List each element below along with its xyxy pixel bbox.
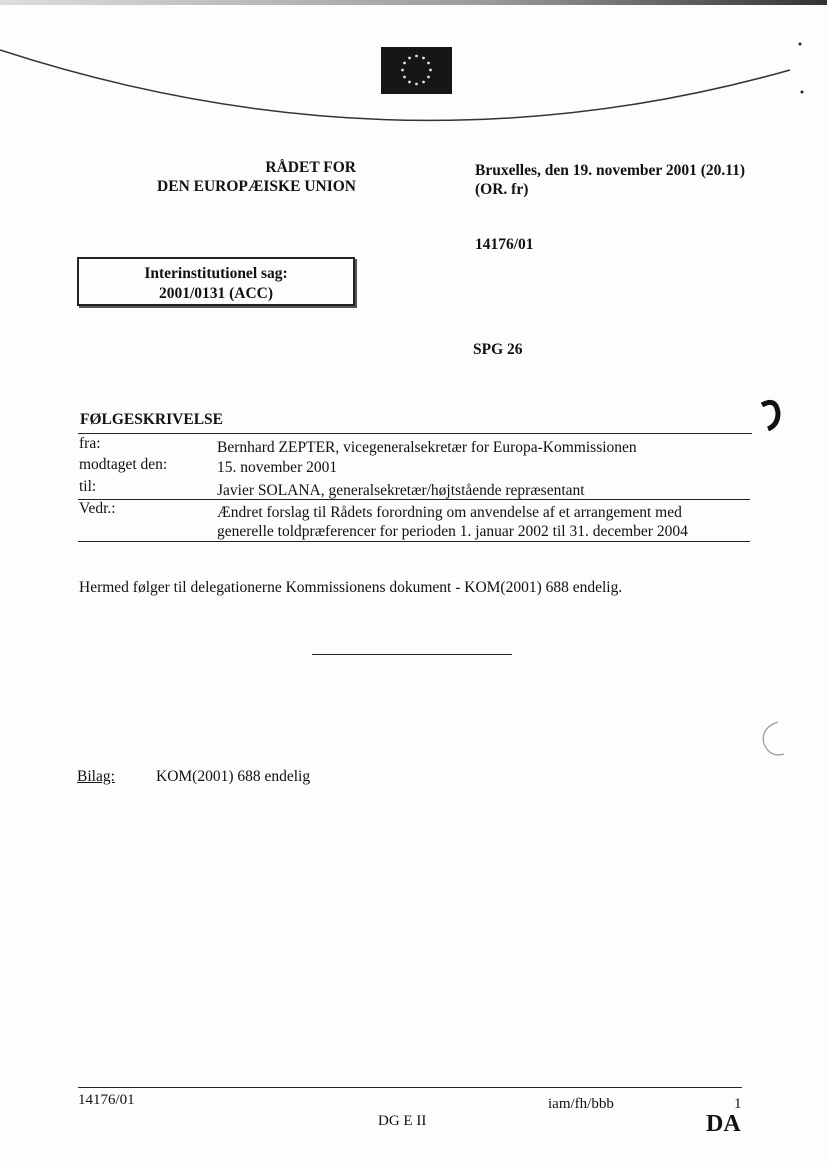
document-number: 14176/01 [475,236,534,253]
attachment-label: Bilag: [77,768,115,785]
date-line: Bruxelles, den 19. november 2001 (20.11) [475,162,746,179]
divider [78,433,752,434]
to-label: til: [79,478,97,495]
interinstitutional-label: Interinstitutionel sag: [144,265,288,282]
from-value: Bernhard ZEPTER, vicegeneralsekretær for Europa-Kommissionen [217,439,637,456]
divider [78,499,750,500]
footer-initials: iam/fh/bbb [548,1096,614,1112]
body-paragraph: Hermed følger til delegationerne Kommissionens dokument - KOM(2001) 688 endelig. [79,579,623,596]
subject-line-2: generelle toldpræferencer for perioden 1. januar 2002 til 31. december 2004 [217,523,688,540]
date-place [475,161,745,199]
footer-page-number: 1 [734,1096,742,1112]
footer-directorate: DG E II [378,1113,427,1129]
to-value: Javier SOLANA, generalsekretær/højtstående repræsentant [217,482,585,499]
interinstitutional-file-box [77,257,355,306]
interinstitutional-number: 2001/0131 (ACC) [158,285,274,302]
received-label: modtaget den: [79,456,168,473]
footer-rule [78,1087,742,1088]
subject-line-1: Ændret forslag til Rådets forordning om anvendelse af et arrangement med [217,504,682,521]
scan-top-edge [0,0,827,5]
cover-note-title: FØLGESKRIVELSE [80,411,223,428]
council-line-2: DEN EUROPÆISKE UNION [157,178,356,195]
punch-hole-mark [758,718,790,766]
from-label: fra: [79,435,101,452]
punch-hole-mark [758,399,784,431]
subject-label: Vedr.: [79,500,116,517]
divider [78,541,750,542]
footer-language-code: DA [706,1111,741,1137]
footer-doc-number: 14176/01 [78,1092,135,1108]
separator-rule [312,654,512,655]
council-line-1: RÅDET FOR [265,159,356,176]
subject-value [217,503,737,541]
council-name [100,158,356,196]
attachment-value: KOM(2001) 688 endelig [156,768,311,785]
original-language: (OR. fr) [475,181,529,198]
eu-flag-logo [381,47,452,94]
received-value: 15. november 2001 [217,459,338,476]
spg-code: SPG 26 [473,341,523,358]
